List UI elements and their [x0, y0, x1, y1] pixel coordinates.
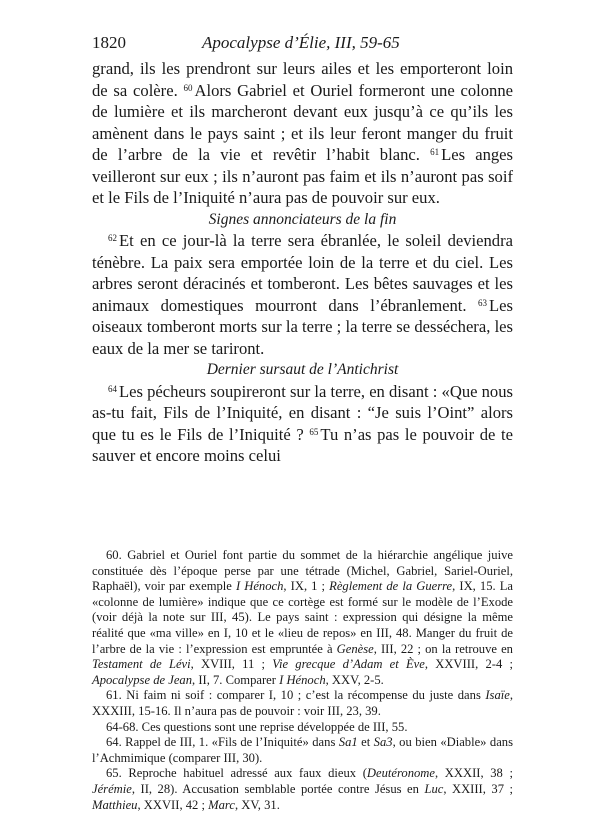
note-text: 60. Gabriel et Ouriel font partie du sommet de la hiérarchie angélique juive constituée dès l’époque perse par une tétrade (Michel, Gabriel, Sariel-Ouriel, Raphaël), voir par exemple: [92, 548, 513, 594]
note-title: Testament de Lévi: [92, 657, 191, 672]
note-title: Genèse: [336, 641, 374, 656]
note-text: , XXXIII, 15-16. Il n’aura pas de pouvoir : voir III, 23, 39.: [92, 688, 513, 718]
note-text: , XXVII, 42 ;: [137, 797, 209, 812]
note-title: Apocalypse de Jean: [92, 672, 193, 687]
footnote-61: [92, 688, 513, 719]
text-segment: Les oiseaux tomberont morts sur la terre ; la terre se desséchera, les eaux de la mer se tariront.: [92, 295, 513, 358]
note-title: Luc: [424, 781, 444, 796]
note-text: , XXIII, 37 ;: [443, 781, 513, 796]
footnote-65: [92, 766, 513, 813]
note-title: Deutéronome: [366, 766, 435, 781]
section-heading: Signes annonciateurs de la fin: [208, 210, 397, 228]
note-text: 64. Rappel de III, 1. «Fils de l’Iniquité» dans: [106, 735, 339, 750]
note-title: I Hénoch: [279, 672, 326, 687]
footnote-64-68: 64-68. Ces questions sont une reprise développée de III, 55.: [106, 719, 408, 734]
paragraph-3: [92, 381, 513, 467]
verse-number: 63: [478, 297, 488, 308]
note-title: Vie grecque d’Adam et Ève: [272, 657, 425, 672]
note-text: , XXXII, 38 ;: [434, 766, 513, 781]
text-segment: Alors Gabriel et Ouriel formeront une colonne de lumière et ils marcheront devant eux jusqu’à ce qu’ils les amènent dans le pays saint ; et ils leur feront manger du fruit de l’arbre de la vie et revêtir l’habit blanc.: [92, 80, 513, 164]
note-text: , ou bien «Diable» dans l’Achmimique (comparer III, 30).: [92, 735, 514, 765]
note-text: et: [357, 735, 374, 750]
note-title: Règlement de la Guerre: [329, 579, 453, 594]
note-text: , II, 28). Accusation semblable portée contre Jésus en: [131, 781, 425, 796]
note-title: Isaïe: [485, 688, 510, 703]
footnote-60: [92, 548, 513, 688]
note-text: 65. Reproche habituel adressé aux faux dieux (: [106, 766, 367, 781]
note-text: , XVIII, 11 ;: [190, 657, 273, 672]
footnotes: [92, 548, 513, 813]
verse-number: 60: [183, 82, 193, 93]
text-segment: Et en ce jour-là la terre sera ébranlée, le soleil deviendra ténèbre. La paix sera emportée loin de la terre et du ciel. Les arbres seront déracinés et tomberont. Les bêtes sauvages et les animaux domestiques mourront dans l’ébranlement.: [92, 231, 513, 315]
paragraph-1: [92, 58, 513, 209]
verse-number: 61: [430, 147, 440, 157]
note-title: Jérémie: [92, 781, 132, 796]
note-text: , XV, 31.: [234, 797, 280, 812]
footnote-64: [92, 735, 513, 766]
note-text: , XXV, 2-5.: [325, 672, 384, 687]
note-title: Matthieu: [92, 797, 138, 812]
page-header: [92, 32, 512, 54]
note-title: I Hénoch: [235, 579, 284, 594]
text-segment: Les anges veilleront sur eux ; ils n’auront pas faim et ils n’auront pas soif et le Fils de l’Iniquité n’aura pas de pouvoir sur eux.: [92, 145, 513, 207]
note-text: , XXVIII, 2-4 ;: [424, 657, 513, 672]
page-number: 1820: [92, 33, 126, 52]
running-title: Apocalypse d’Élie, III, 59-65: [202, 33, 400, 52]
note-title: Sa3: [373, 735, 393, 750]
note-text: 61. Ni faim ni soif : comparer I, 10 ; c’est la récompense du juste dans: [106, 688, 486, 703]
text-segment: Les pécheurs soupireront sur la terre, en disant : «Que nous as-tu fait, Fils de l’Iniquité, en disant : “Je suis l’Oint” alors que tu es le Fils de l’Iniquité ?: [92, 381, 513, 444]
verse-number: 62: [108, 233, 117, 243]
paragraph-2: [92, 230, 513, 359]
note-title: Marc: [208, 797, 235, 812]
note-text: , IX, 15. La «colonne de lumière» indique que ce cortège est formé sur le modèle de l’Exode (voir déjà la note sur III, 45). Le pays saint : expression qui désigne la même réalité que «ma ville» en I, 10 et le «lieu de repos» en III, 48. Manger du fruit de l’arbre de la vie : l’expression est empruntée à: [92, 579, 513, 656]
note-text: , II, 7. Comparer: [192, 672, 280, 687]
text-segment: Tu n’as pas le pouvoir de te sauver et encore moins celui: [92, 424, 514, 465]
verse-number: 64: [108, 383, 117, 394]
section-heading: Dernier sursaut de l’Antichrist: [206, 361, 399, 378]
note-title: Sa1: [338, 735, 358, 750]
verse-number: 65: [309, 426, 319, 437]
note-text: , IX, 1 ;: [283, 579, 330, 594]
text-segment: grand, ils les prendront sur leurs ailes et les emporteront loin de sa colère.: [92, 59, 513, 100]
main-text: [92, 58, 513, 467]
note-text: , III, 22 ; on la retrouve en: [373, 641, 513, 656]
